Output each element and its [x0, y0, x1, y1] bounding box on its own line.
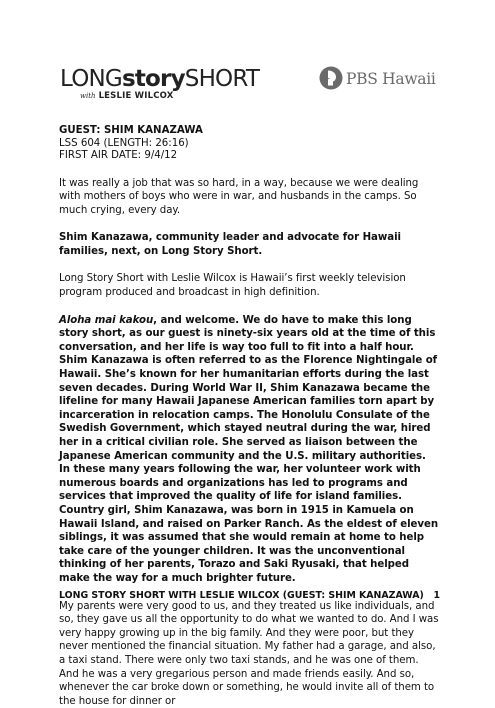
greeting-italic: Aloha mai kakou [59, 314, 154, 326]
pbs-head-icon [319, 66, 343, 90]
logo-with: with [80, 92, 96, 100]
paragraph-intro-bold: Shim Kanazawa, community leader and advocate for Hawaii families, next, on Long Story Short. [59, 232, 401, 257]
paragraph-program-note: Long Story Short with Leslie Wilcox is Hawaii’s first weekly television program produced and broadcast in high definition. [59, 273, 406, 299]
page-number: 1 [433, 590, 440, 601]
paragraph-quote: It was really a job that was so hard, in a way, because we were dealing with mothers of boys who were in war, and husbands in the camps. So much crying, every day. [59, 177, 419, 216]
footer-title: LONG STORY SHORT WITH LESLIE WILCOX (GUEST: SHIM KANAZAWA) [59, 590, 424, 601]
logo-word-story: story [121, 66, 185, 92]
page-footer [59, 590, 440, 604]
guest-line: GUEST: SHIM KANAZAWA [59, 125, 203, 136]
logo-host: LESLIE WILCOX [98, 91, 174, 101]
transcript-body [59, 125, 439, 708]
pbs-hawaii-wordmark: PBS Hawaii [346, 70, 436, 88]
pbs-hawaii-logo [319, 66, 434, 96]
paragraph-guest-speech: My parents were very good to us, and they treated us like individuals, and so, they gave us all the opportunity to do what we wanted to do. And I was very happy growing up in the big family. And they were poor, but they never mentioned the financial situation. My father had a garage, and also, a taxi stand. There were only two taxi stands, and he was one of them. And he was a very gregarious person and made friends easily. And so, whenever the car broke down or something, he would invite all of them to the house for dinner or [59, 600, 439, 707]
logo-word-short: SHORT [184, 66, 260, 92]
logo-wordmark [60, 66, 259, 92]
long-story-short-logo [60, 66, 260, 106]
episode-line: LSS 604 (LENGTH: 26:16) [59, 137, 189, 149]
air-date-line: FIRST AIR DATE: 9/4/12 [59, 150, 178, 161]
logo-subtitle [80, 91, 174, 101]
host-intro-text: , and welcome. We do have to make this long story short, as our guest is ninety-six years old at the time of this conversation, and her life is way too full to fit into a half hour. Shim Kanazawa is often referred to as the Florence Nightingale of Hawaii. She’s known for her humanitarian efforts during the last seven decades. During World War II, Shim Kanazawa became the lifeline for many Hawaii Japanese American families torn apart by incarceration in relocation camps. The Honolulu Consulate of the Swedish Government, which stayed neutral during the war, hired her in a critical civilian role. She served as liaison between the Japanese American community and the U.S. military authorities. In these many years following the war, her volunteer work with numerous boards and organizations has led to programs and services that improved the quality of life for island families. Country girl, Shim Kanazawa, was born in 1915 in Kamuela on Hawaii Island, and raised on Parker Ranch. As the eldest of eleven siblings, it was assumed that she would remain at home to help take care of the younger children. It was the unconventional thinking of her parents, Torazo and Saki Ryusaki, that helped make the way for a much brighter future. [59, 314, 439, 584]
episode-meta [59, 125, 439, 163]
logo-word-long: LONG [60, 66, 122, 92]
paragraph-host-intro [59, 314, 439, 586]
